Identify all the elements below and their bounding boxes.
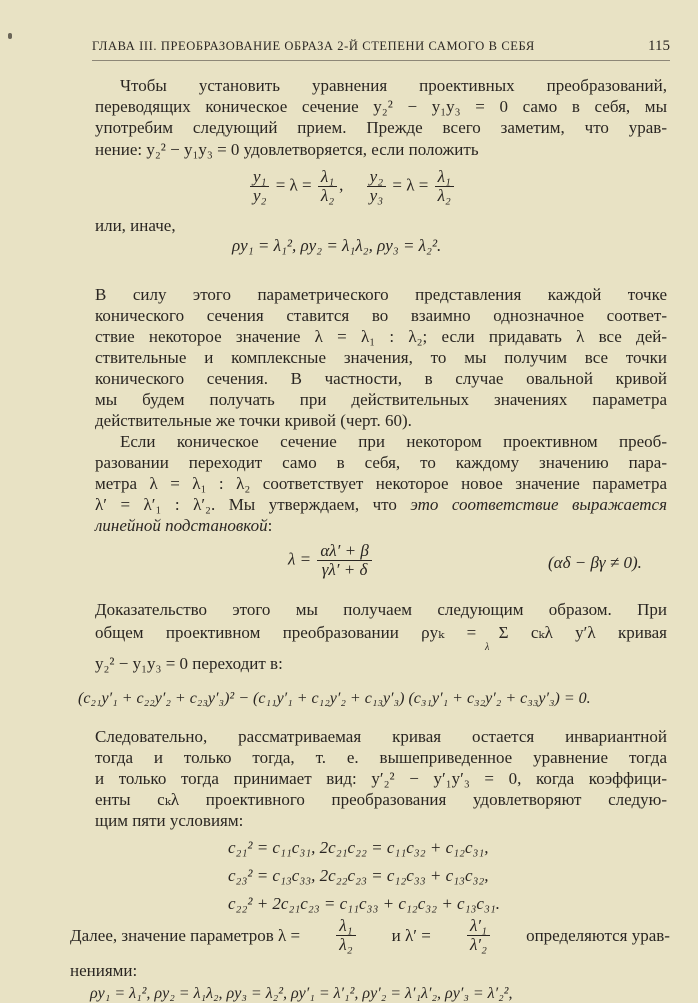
fraction-numerator: λ₁ bbox=[318, 168, 337, 187]
text-line: разовании переходит само в себя, то каждому значению пара- bbox=[95, 453, 667, 472]
text-line: употребим следующий прием. Прежде всего заметим, что урав- bbox=[95, 118, 667, 137]
condition-2: c₂₃² = c₁₃c₃₃, 2c₂₂c₂₃ = c₁₂c₃₃ + c₁₃c₃₂, bbox=[228, 866, 489, 885]
text-line: Чтобы установить уравнения проективных преобразований, bbox=[120, 76, 667, 95]
formula-parameter-equations: ρy₁ = λ₁², ρy₂ = λ₁λ₂, ρy₃ = λ₂², ρy′₁ = λ′₁², ρy′₂ = λ′₁λ′₂, ρy′₃ = λ′₂², bbox=[90, 985, 513, 1002]
fraction-numerator: y₁ bbox=[250, 168, 269, 187]
condition-3: c₂₂² + 2c₂₁c₂₃ = c₁₁c₃₃ + c₁₂c₃₂ + c₁₃c₃₁. bbox=[228, 894, 501, 913]
text-line: тогда и только тогда, т. е. вышеприведенное уравнение тогда bbox=[95, 748, 667, 767]
text-line: нениями: bbox=[70, 961, 138, 980]
fraction-numerator: λ₁ bbox=[336, 917, 355, 936]
fraction-denominator: y₃ bbox=[369, 186, 384, 205]
text-span: Далее, значение параметров λ = bbox=[70, 925, 301, 945]
text-line: или, иначе, bbox=[95, 216, 176, 235]
text-span: и λ′ = bbox=[391, 925, 431, 945]
text-line: и только тогда принимает вид: y′₂² − y′₁y′₃ = 0, когда коэффици- bbox=[95, 769, 667, 788]
running-header bbox=[92, 38, 670, 55]
text-line: конического сечения ставится во взаимно однозначное соответ- bbox=[95, 306, 667, 325]
formula-ratio bbox=[248, 168, 456, 205]
chapter-title: ГЛАВА III. ПРЕОБРАЗОВАНИЕ ОБРАЗА 2-Й СТЕПЕНИ САМОГО В СЕБЯ bbox=[92, 39, 535, 53]
text-line: мы будем получать при действительных значениях параметра bbox=[95, 390, 667, 409]
text-line: y₂² − y₁y₃ = 0 переходит в: bbox=[95, 654, 283, 673]
equals: = λ = bbox=[275, 175, 312, 195]
italic-text: линейной подстановкой bbox=[95, 516, 268, 535]
fraction-denominator: λ′₂ bbox=[469, 935, 487, 954]
fraction-denominator: λ₂ bbox=[339, 935, 353, 954]
formula-linear-substitution bbox=[288, 542, 374, 579]
scan-speck bbox=[8, 33, 12, 39]
formula-lhs: λ = bbox=[288, 549, 312, 569]
text-line: переводящих коническое сечение y₂² − y₁y₃ = 0 само в себя, мы bbox=[95, 97, 667, 116]
text-line: ствительные и комплексные значения, то мы получим все точки bbox=[95, 348, 667, 367]
fraction-numerator: λ′₁ bbox=[467, 917, 490, 936]
text-span: λ′ = λ′₁ : λ′₂. Мы утверждаем, что bbox=[95, 495, 397, 514]
text-line bbox=[95, 495, 667, 515]
comma: , bbox=[339, 175, 344, 195]
text-line: нение: y₂² − y₁y₃ = 0 удовлетворяется, если положить bbox=[95, 140, 479, 159]
text-line: конического сечения. В частности, в случае овальной кривой bbox=[95, 369, 667, 388]
text-line: Следовательно, рассматриваемая кривая остается инвариантной bbox=[95, 727, 667, 746]
italic-text: это соответствие выражается bbox=[410, 495, 668, 514]
colon: : bbox=[267, 516, 273, 535]
fraction-denominator: λ₂ bbox=[437, 186, 451, 205]
text-line: Доказательство этого мы получаем следующим образом. При bbox=[95, 600, 667, 619]
header-rule bbox=[92, 60, 670, 61]
equals: = λ = bbox=[392, 175, 429, 195]
fraction-numerator: λ₁ bbox=[435, 168, 454, 187]
fraction-denominator: y₂ bbox=[253, 186, 267, 205]
fraction-numerator: y₂ bbox=[367, 168, 386, 187]
text-span: определяются урав- bbox=[526, 925, 670, 945]
text-line: действительные же точки кривой (черт. 60). bbox=[95, 411, 412, 430]
text-line: Если коническое сечение при некотором проективном преоб- bbox=[120, 432, 667, 451]
text-line: енты cₖλ проективного преобразования удовлетворяют следую- bbox=[95, 790, 667, 809]
formula-parametric: ρy₁ = λ₁², ρy₂ = λ₁λ₂, ρy₃ = λ₂². bbox=[232, 236, 442, 255]
formula-transformed-conic: (c₂₁y′₁ + c₂₂y′₂ + c₂₃y′₃)² − (c₁₁y′₁ + c₁₂y′₂ + c₁₃y′₃) (c₃₁y′₁ + c₃₂y′₂ + c₃₃y′₃) = 0. bbox=[78, 690, 591, 707]
text-line: щим пяти условиям: bbox=[95, 811, 244, 830]
text-line: В силу этого параметрического представления каждой точке bbox=[95, 285, 667, 304]
fraction-denominator: γλ′ + δ bbox=[321, 560, 368, 579]
text-line: метра λ = λ₁ : λ₂ соответствует некоторое новое значение параметра bbox=[95, 474, 667, 493]
fraction-numerator: αλ′ + β bbox=[317, 542, 371, 561]
fraction-denominator: λ₂ bbox=[320, 186, 335, 205]
page-number: 115 bbox=[648, 38, 670, 54]
formula-condition: (αδ − βγ ≠ 0). bbox=[548, 553, 642, 572]
text-line: общем проективном преобразовании ρyₖ = Σ cₖλ y′λ кривая bbox=[95, 623, 667, 642]
sum-index: λ bbox=[485, 642, 490, 653]
condition-1: c₂₁² = c₁₁c₃₁, 2c₂₁c₂₂ = c₁₁c₃₂ + c₁₂c₃₁, bbox=[228, 838, 489, 857]
text-line: ствие некоторое значение λ = λ₁ : λ₂; если придавать λ все дей- bbox=[95, 327, 667, 346]
text-line bbox=[95, 516, 667, 536]
text-line bbox=[70, 917, 670, 954]
